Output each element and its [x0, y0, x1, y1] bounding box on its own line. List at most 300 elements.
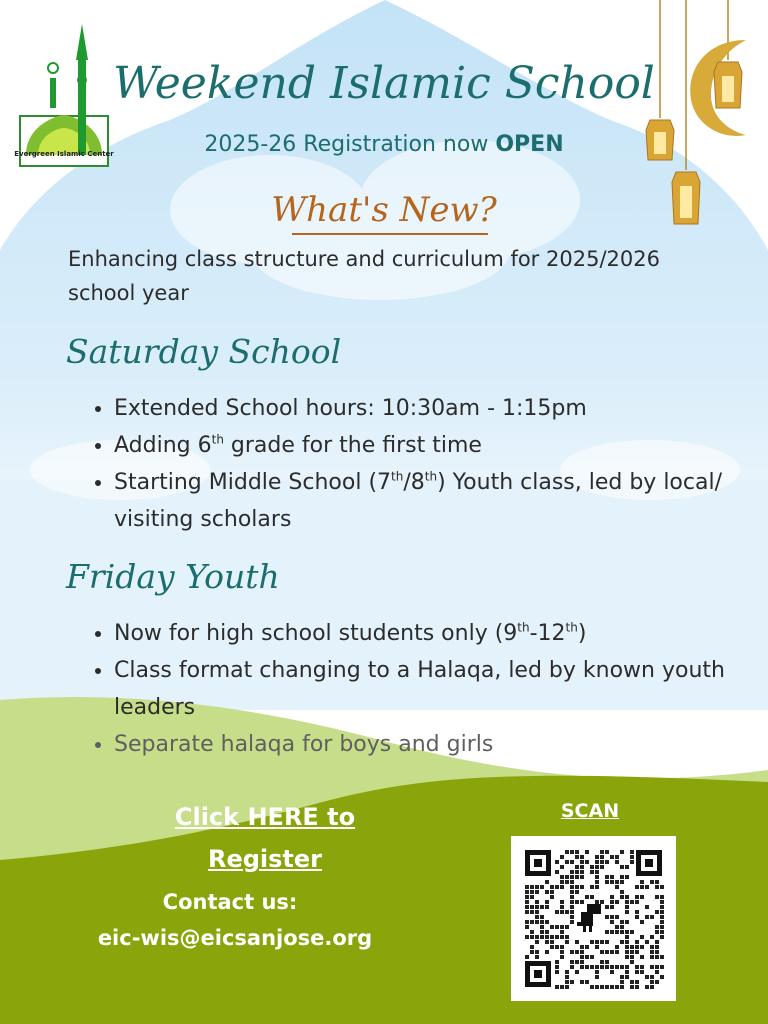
- item-text: Class format changing to a Halaqa, led by known youth leaders: [114, 658, 725, 720]
- qr-module: [620, 895, 624, 899]
- register-link[interactable]: [140, 796, 390, 880]
- item-text: Starting Middle School (7: [114, 470, 392, 495]
- qr-module: [595, 870, 599, 874]
- qr-module: [615, 860, 619, 864]
- qr-module: [555, 970, 559, 974]
- qr-module: [660, 975, 664, 979]
- qr-module: [625, 895, 629, 899]
- qr-module: [635, 885, 639, 889]
- whats-new-heading: What's New?: [271, 190, 497, 230]
- qr-module: [645, 975, 649, 979]
- qr-module: [545, 950, 549, 954]
- qr-module: [650, 985, 654, 989]
- qr-module: [595, 860, 599, 864]
- qr-module: [530, 945, 534, 949]
- qr-module: [540, 915, 544, 919]
- qr-module: [555, 860, 559, 864]
- register-link-line2[interactable]: Register: [207, 845, 323, 873]
- qr-module: [550, 895, 554, 899]
- ordinal-suffix: th: [211, 432, 224, 447]
- item-text: -12: [529, 621, 566, 646]
- qr-module: [650, 935, 654, 939]
- qr-module: [525, 895, 529, 899]
- qr-module: [535, 900, 539, 904]
- qr-module: [590, 955, 594, 959]
- qr-module: [615, 885, 619, 889]
- qr-module: [625, 920, 629, 924]
- ordinal-suffix: th: [517, 620, 530, 635]
- qr-module: [585, 945, 589, 949]
- qr-module: [565, 880, 569, 884]
- friday-youth-list: [82, 615, 744, 763]
- qr-module: [600, 850, 604, 854]
- qr-module: [525, 935, 529, 939]
- logo-caption: Evergreen Islamic Center: [14, 150, 114, 158]
- qr-module: [570, 860, 574, 864]
- qr-module: [610, 855, 614, 859]
- qr-module: [525, 955, 529, 959]
- qr-module: [525, 885, 529, 889]
- qr-module: [630, 960, 634, 964]
- qr-module: [560, 880, 564, 884]
- qr-module: [625, 940, 629, 944]
- qr-module: [575, 940, 579, 944]
- qr-module: [570, 980, 574, 984]
- qr-module: [635, 895, 639, 899]
- qr-module: [540, 925, 544, 929]
- qr-module: [545, 930, 549, 934]
- qr-module: [595, 900, 599, 904]
- qr-module: [570, 875, 574, 879]
- qr-module: [655, 955, 659, 959]
- qr-module: [580, 870, 584, 874]
- qr-module: [620, 975, 624, 979]
- qr-module: [630, 930, 634, 934]
- qr-module: [580, 955, 584, 959]
- qr-module: [540, 920, 544, 924]
- qr-module: [540, 930, 544, 934]
- qr-module: [605, 950, 609, 954]
- qr-module: [595, 970, 599, 974]
- qr-module: [575, 970, 579, 974]
- qr-module: [635, 945, 639, 949]
- qr-module: [660, 920, 664, 924]
- qr-module: [635, 940, 639, 944]
- qr-module: [660, 955, 664, 959]
- qr-module: [635, 915, 639, 919]
- qr-module: [565, 985, 569, 989]
- qr-module: [565, 975, 569, 979]
- qr-module: [610, 985, 614, 989]
- qr-module: [620, 880, 624, 884]
- qr-module: [625, 900, 629, 904]
- qr-module: [630, 955, 634, 959]
- qr-module: [605, 915, 609, 919]
- qr-module: [560, 945, 564, 949]
- qr-module: [635, 900, 639, 904]
- qr-module: [610, 905, 614, 909]
- qr-module: [590, 870, 594, 874]
- qr-module: [550, 925, 554, 929]
- ordinal-suffix: th: [565, 620, 578, 635]
- qr-module: [535, 955, 539, 959]
- qr-module: [650, 945, 654, 949]
- qr-module: [640, 970, 644, 974]
- qr-module: [660, 910, 664, 914]
- qr-module: [660, 915, 664, 919]
- qr-module: [570, 895, 574, 899]
- qr-module: [660, 895, 664, 899]
- qr-module: [615, 925, 619, 929]
- qr-module: [525, 900, 529, 904]
- qr-module: [565, 935, 569, 939]
- qr-module: [610, 895, 614, 899]
- qr-module: [595, 965, 599, 969]
- qr-module: [570, 905, 574, 909]
- qr-module: [560, 875, 564, 879]
- qr-module: [575, 890, 579, 894]
- qr-module: [620, 985, 624, 989]
- qr-module: [525, 905, 529, 909]
- qr-module: [660, 965, 664, 969]
- qr-module: [580, 855, 584, 859]
- qr-module: [630, 860, 634, 864]
- qr-module: [580, 945, 584, 949]
- qr-module: [580, 865, 584, 869]
- qr-module: [535, 890, 539, 894]
- qr-module: [605, 850, 609, 854]
- ordinal-suffix: th: [424, 469, 438, 484]
- item-text: ) Youth class, led by local/ visiting scholars: [114, 470, 722, 532]
- qr-module: [630, 985, 634, 989]
- qr-module: [615, 965, 619, 969]
- qr-module: [590, 885, 594, 889]
- qr-module: [630, 980, 634, 984]
- qr-module: [650, 965, 654, 969]
- qr-module: [615, 930, 619, 934]
- qr-module: [655, 945, 659, 949]
- qr-module: [550, 890, 554, 894]
- qr-module: [650, 950, 654, 954]
- qr-module: [610, 930, 614, 934]
- qr-module: [590, 985, 594, 989]
- qr-module: [635, 910, 639, 914]
- qr-module: [640, 885, 644, 889]
- qr-module: [600, 860, 604, 864]
- qr-module: [525, 925, 529, 929]
- qr-module: [535, 940, 539, 944]
- qr-module: [630, 855, 634, 859]
- qr-module: [610, 970, 614, 974]
- qr-module: [570, 900, 574, 904]
- qr-module: [615, 900, 619, 904]
- qr-module: [660, 925, 664, 929]
- qr-module: [575, 855, 579, 859]
- qr-module: [615, 945, 619, 949]
- whats-new-underline: [292, 233, 488, 235]
- qr-module: [615, 950, 619, 954]
- qr-module: [650, 955, 654, 959]
- qr-module: [570, 910, 574, 914]
- qr-module: [575, 850, 579, 854]
- qr-module: [600, 855, 604, 859]
- qr-module: [625, 930, 629, 934]
- qr-module: [575, 885, 579, 889]
- qr-module: [560, 910, 564, 914]
- qr-module: [620, 865, 624, 869]
- qr-module: [560, 925, 564, 929]
- qr-module: [595, 885, 599, 889]
- qr-module: [545, 880, 549, 884]
- qr-module: [595, 875, 599, 879]
- qr-module: [585, 955, 589, 959]
- item-text: /8: [403, 470, 425, 495]
- qr-module: [655, 980, 659, 984]
- qr-module: [530, 950, 534, 954]
- qr-module: [580, 950, 584, 954]
- qr-module: [580, 900, 584, 904]
- item-text: Separate halaqa for boys and girls: [114, 732, 494, 757]
- qr-module: [560, 900, 564, 904]
- qr-module: [545, 890, 549, 894]
- qr-module: [660, 900, 664, 904]
- subtitle-text: 2025-26 Registration now: [204, 132, 489, 157]
- qr-module: [625, 935, 629, 939]
- qr-module: [605, 940, 609, 944]
- qr-module: [530, 935, 534, 939]
- qr-module: [655, 880, 659, 884]
- qr-module: [615, 985, 619, 989]
- qr-module: [530, 890, 534, 894]
- qr-module: [610, 915, 614, 919]
- qr-module: [640, 955, 644, 959]
- qr-module: [635, 970, 639, 974]
- qr-module: [605, 860, 609, 864]
- qr-module: [655, 925, 659, 929]
- qr-module: [565, 970, 569, 974]
- qr-module: [570, 965, 574, 969]
- qr-module: [625, 955, 629, 959]
- qr-module: [525, 910, 529, 914]
- qr-module: [575, 950, 579, 954]
- item-text: Adding 6: [114, 433, 212, 458]
- qr-module: [540, 885, 544, 889]
- qr-module: [640, 920, 644, 924]
- scan-label: SCAN: [560, 800, 620, 822]
- intro-paragraph: Enhancing class structure and curriculum for 2025/2026 school year: [68, 247, 660, 305]
- qr-module: [545, 935, 549, 939]
- qr-module: [570, 885, 574, 889]
- qr-module: [620, 920, 624, 924]
- qr-module: [550, 940, 554, 944]
- qr-module: [555, 985, 559, 989]
- qr-module: [655, 970, 659, 974]
- item-text: ): [577, 621, 587, 646]
- qr-module: [580, 965, 584, 969]
- qr-module: [610, 875, 614, 879]
- qr-module: [590, 865, 594, 869]
- qr-module: [620, 925, 624, 929]
- register-link-line1[interactable]: Click HERE to: [174, 803, 356, 831]
- qr-module: [650, 880, 654, 884]
- qr-module: [640, 965, 644, 969]
- qr-module: [605, 965, 609, 969]
- qr-module: [645, 940, 649, 944]
- qr-module: [625, 945, 629, 949]
- qr-module: [630, 900, 634, 904]
- qr-module: [620, 940, 624, 944]
- qr-module: [615, 855, 619, 859]
- qr-module: [650, 915, 654, 919]
- qr-module: [655, 940, 659, 944]
- qr-module: [560, 955, 564, 959]
- qr-module: [555, 925, 559, 929]
- qr-module: [655, 910, 659, 914]
- qr-module: [575, 960, 579, 964]
- qr-module: [595, 880, 599, 884]
- qr-module: [530, 895, 534, 899]
- qr-module: [605, 960, 609, 964]
- qr-module: [565, 910, 569, 914]
- qr-module: [650, 975, 654, 979]
- qr-module: [560, 950, 564, 954]
- qr-module: [540, 935, 544, 939]
- qr-module: [555, 870, 559, 874]
- qr-module: [535, 885, 539, 889]
- qr-module: [660, 935, 664, 939]
- qr-module: [535, 915, 539, 919]
- qr-module: [615, 880, 619, 884]
- qr-module: [585, 850, 589, 854]
- qr-module: [600, 900, 604, 904]
- qr-module: [595, 975, 599, 979]
- qr-module: [610, 965, 614, 969]
- qr-module: [570, 850, 574, 854]
- qr-module: [600, 985, 604, 989]
- saturday-school-list: [82, 390, 744, 538]
- qr-module: [560, 855, 564, 859]
- qr-module: [530, 920, 534, 924]
- qr-module: [565, 875, 569, 879]
- qr-module: [625, 905, 629, 909]
- qr-module: [590, 895, 594, 899]
- qr-module: [625, 875, 629, 879]
- qr-module: [600, 965, 604, 969]
- qr-module: [570, 880, 574, 884]
- qr-module: [575, 870, 579, 874]
- qr-module: [555, 910, 559, 914]
- qr-module: [570, 920, 574, 924]
- qr-module: [565, 925, 569, 929]
- item-text: Extended School hours: 10:30am - 1:15pm: [114, 396, 587, 421]
- list-item: [114, 464, 744, 538]
- qr-module: [655, 930, 659, 934]
- qr-module: [595, 945, 599, 949]
- qr-module: [600, 865, 604, 869]
- qr-module: [645, 885, 649, 889]
- qr-module: [640, 895, 644, 899]
- qr-module: [605, 905, 609, 909]
- qr-module: [595, 855, 599, 859]
- qr-module: [560, 885, 564, 889]
- qr-module: [630, 950, 634, 954]
- qr-module: [620, 875, 624, 879]
- qr-module: [615, 915, 619, 919]
- page-title: Weekend Islamic School: [113, 58, 655, 109]
- qr-module: [585, 965, 589, 969]
- qr-module: [590, 940, 594, 944]
- list-item: [114, 390, 744, 427]
- qr-module: [605, 930, 609, 934]
- qr-module: [555, 960, 559, 964]
- item-text: Now for high school students only (9: [114, 621, 518, 646]
- qr-module: [575, 865, 579, 869]
- registration-subtitle: [0, 132, 768, 157]
- qr-module: [575, 900, 579, 904]
- list-item: [114, 427, 744, 464]
- qr-module: [660, 905, 664, 909]
- qr-module: [620, 980, 624, 984]
- qr-module: [585, 860, 589, 864]
- qr-module: [595, 940, 599, 944]
- qr-module: [610, 880, 614, 884]
- qr-module: [580, 860, 584, 864]
- list-item: [114, 726, 744, 763]
- qr-module: [655, 895, 659, 899]
- contact-label: Contact us:: [162, 890, 298, 914]
- qr-module: [580, 885, 584, 889]
- qr-module: [640, 945, 644, 949]
- qr-module: [620, 930, 624, 934]
- contact-email: eic-wis@eicsanjose.org: [97, 926, 373, 950]
- qr-module: [550, 885, 554, 889]
- qr-code-icon[interactable]: [511, 836, 676, 1001]
- qr-module: [605, 985, 609, 989]
- saturday-school-heading: Saturday School: [66, 332, 342, 371]
- qr-module: [535, 910, 539, 914]
- qr-module: [555, 965, 559, 969]
- qr-module: [610, 920, 614, 924]
- qr-module: [525, 920, 529, 924]
- qr-module: [535, 950, 539, 954]
- qr-module: [560, 905, 564, 909]
- qr-module: [530, 930, 534, 934]
- qr-module: [545, 905, 549, 909]
- qr-module: [530, 905, 534, 909]
- qr-module: [650, 980, 654, 984]
- qr-module: [655, 885, 659, 889]
- qr-module: [625, 965, 629, 969]
- qr-module: [640, 935, 644, 939]
- qr-module: [655, 965, 659, 969]
- qr-module: [565, 850, 569, 854]
- qr-module: [570, 915, 574, 919]
- qr-module: [605, 880, 609, 884]
- qr-module: [625, 865, 629, 869]
- qr-module: [620, 850, 624, 854]
- qr-module: [530, 885, 534, 889]
- qr-module: [565, 940, 569, 944]
- qr-module: [550, 945, 554, 949]
- item-text: grade for the first time: [223, 433, 482, 458]
- qr-module: [610, 950, 614, 954]
- qr-module: [545, 940, 549, 944]
- qr-module: [585, 980, 589, 984]
- qr-module: [530, 910, 534, 914]
- qr-module: [580, 875, 584, 879]
- list-item: [114, 615, 744, 652]
- qr-module: [555, 945, 559, 949]
